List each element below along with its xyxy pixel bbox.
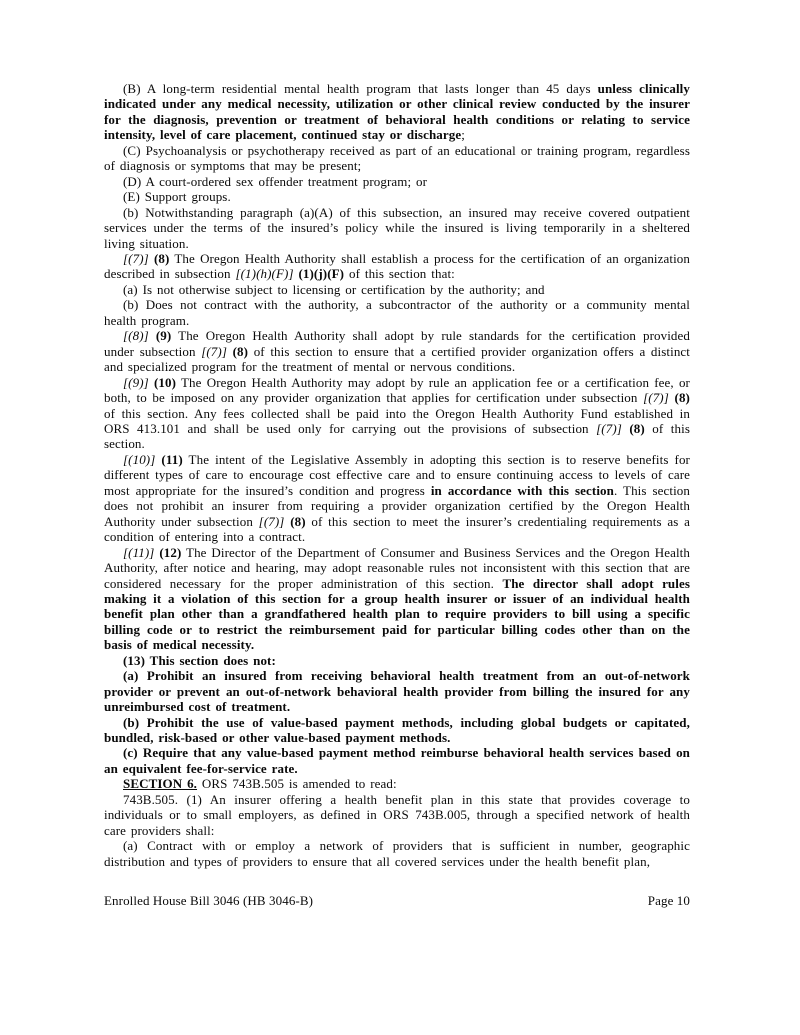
text-run-normal: (a) Is not otherwise subject to licensing or certification by the authority; and [123, 281, 545, 297]
paragraph [104, 328, 690, 374]
paragraph [104, 189, 690, 204]
text-run-normal: of this section. [104, 420, 690, 452]
paragraph [104, 545, 690, 653]
text-run-bold: (9) [155, 328, 172, 344]
text-run-normal: (a) Contract with or employ a network of providers that is sufficient in number, geographic distribution and types of providers to ensure that all covered services under the health benefit plan, [104, 838, 690, 869]
text-run-bold: (b) Prohibit the use of value-based payment methods, including global budgets or capitated, bundled, risk-based or other value-based payment methods. [104, 714, 690, 746]
text-run-bold: (8) [629, 420, 645, 436]
text-run-bold: unless clinically indicated under any medical necessity, utilization or other clinical review conducted by the insurer for the diagnosis, prevention or treatment of behavioral health conditions or relating to service intensity, level of care placement, continued stay or discharge [104, 81, 690, 143]
text-run-italic: [(9)] [123, 374, 149, 390]
text-run-normal: of this section. Any fees collected shall be paid into the Oregon Health Authority Fund established in ORS 413.101 and shall be used only for carrying out the provisions of subsection [104, 405, 690, 436]
paragraph [104, 653, 690, 668]
text-run-italic: [(8)] [123, 328, 149, 344]
text-run-bold: (a) Prohibit an insured from receiving behavioral health treatment from an out-of-network provider or prevent an out-of-network behavioral health provider from billing the insured for any unreimbursed cost of treatment. [104, 668, 690, 715]
text-run-normal: 743B.505. (1) An insurer offering a health benefit plan in this state that provides coverage to individuals or to small employers, as defined in ORS 743B.005, through a specified network of health care providers shall: [104, 791, 690, 838]
text-run-bold: (1)(j)(F) [298, 266, 345, 282]
paragraph [104, 375, 690, 452]
text-run-italic: [(11)] [123, 544, 155, 560]
text-run-normal: (b) Does not contract with the authority, a subcontractor of the authority or a community mental health program. [104, 297, 690, 328]
paragraph [104, 174, 690, 189]
text-run-normal: (B) A long-term residential mental health program that lasts longer than 45 days [123, 81, 598, 96]
text-run-normal [149, 328, 156, 343]
footer-bill-title: Enrolled House Bill 3046 (HB 3046-B) [104, 893, 314, 908]
paragraph [104, 297, 690, 328]
text-run-bold: (8) [290, 513, 306, 529]
paragraph [104, 205, 690, 251]
text-run-italic: [(7)] [258, 513, 285, 529]
text-run-bold: (c) Require that any value-based payment method reimburse behavioral health services based on an equivalent fee-for-service rate. [104, 745, 690, 776]
text-run-bold: in accordance with this section [430, 482, 614, 498]
text-run-bold: (8) [153, 250, 170, 266]
paragraph [104, 838, 690, 869]
paragraph [104, 81, 690, 143]
text-run-normal: (D) A court-ordered sex offender treatment program; or [123, 173, 428, 189]
text-run-normal: The Oregon Health Authority shall establish a process for the certification of an organization described in subsection [104, 250, 690, 282]
text-run-normal: (C) Psychoanalysis or psychotherapy received as part of an educational or training program, regardless of diagnosis or symptoms that may be present; [104, 142, 690, 174]
page-footer [104, 893, 690, 908]
text-run-normal: of this section to meet the insurer’s credentialing requirements as a condition of entering into a contract. [104, 513, 691, 545]
text-run-bold: (12) [159, 544, 182, 560]
paragraph [104, 792, 690, 838]
text-run-bold: (13) This section does not: [123, 652, 276, 668]
text-run-bold: (8) [232, 343, 249, 359]
paragraph [104, 251, 690, 282]
text-run-normal: (b) Notwithstanding paragraph (a)(A) of this subsection, an insured may receive covered outpatient services under the terms of the insured’s policy while the insured is living temporarily in a sheltered living situation. [104, 204, 690, 251]
footer-page-number: Page 10 [647, 893, 690, 908]
document-body [104, 81, 690, 869]
text-run-normal: of this section to ensure that a certified provider organization offers a distinct and specialized program for the treatment of mental or nervous conditions. [104, 343, 691, 375]
text-run-normal: The Director of the Department of Consumer and Business Services and the Oregon Health Authority, after notice and hearing, may adopt reasonable rules not inconsistent with this section that are considered necessary for the proper administration of this section. [104, 544, 690, 591]
paragraph [104, 745, 690, 776]
text-run-normal: ORS 743B.505 is amended to read: [197, 776, 397, 792]
text-run-italic: [(7)] [201, 343, 227, 359]
text-run-normal: The intent of the Legislative Assembly in adopting this section is to reserve benefits for different types of care to encourage cost effective care and to ensure continuing access to levels of care most appropriate for the insured’s condition and progress [104, 451, 690, 498]
text-run-normal: of this section that: [344, 266, 455, 282]
paragraph [104, 452, 690, 545]
text-run-normal: ; [461, 127, 465, 143]
text-run-bold: (11) [161, 451, 183, 467]
paragraph [104, 668, 690, 714]
text-run-normal: The Oregon Health Authority may adopt by rule an application fee or a certification fee, or both, to be imposed on any provider organization that applies for certification under subsection [104, 374, 690, 406]
text-run-bold: (10) [153, 374, 177, 390]
text-run-bold-underline: SECTION 6. [123, 776, 198, 792]
text-run-normal: (E) Support groups. [123, 189, 231, 205]
text-run-bold: The director shall adopt rules making it a violation of this section for a group health insurer or issuer of an individual health benefit plan other than a grandfathered health plan to require providers to bill using a specific billing code or to restrict the reimbursement paid for particular billing codes other than on the basis of medical necessity. [104, 575, 691, 653]
paragraph [104, 282, 690, 297]
text-run-italic: [(7)] [643, 390, 669, 406]
paragraph [104, 776, 690, 791]
text-run-normal: . This section does not prohibit an insurer from requiring a provider organization certified by the Oregon Health Authority under subsection [104, 482, 690, 529]
text-run-normal: The Oregon Health Authority shall adopt by rule standards for the certification provided under subsection [104, 328, 690, 359]
text-run-italic: [(7)] [123, 250, 149, 266]
text-run-italic: [(10)] [123, 451, 156, 467]
text-run-italic: [(1)(h)(F)] [235, 266, 294, 282]
text-run-italic: [(7)] [596, 420, 622, 436]
paragraph [104, 143, 690, 174]
text-run-bold: (8) [674, 390, 690, 406]
paragraph [104, 715, 690, 746]
